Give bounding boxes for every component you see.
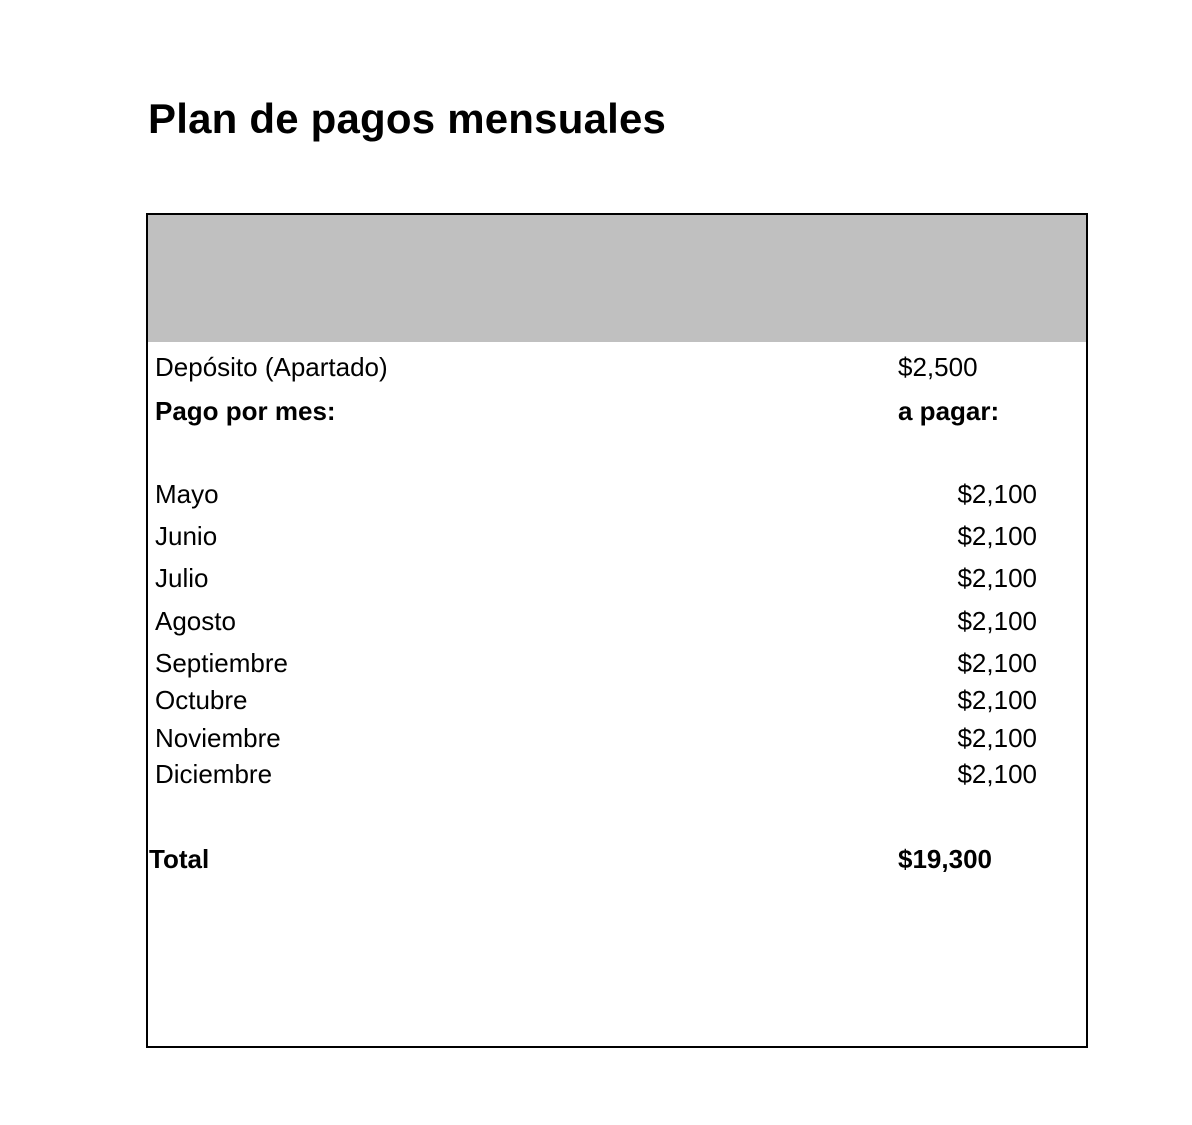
payment-amount: $2,100 bbox=[957, 723, 1037, 753]
amount-column-header: a pagar: bbox=[898, 396, 1000, 426]
deposit-label: Depósito (Apartado) bbox=[155, 352, 388, 382]
deposit-value: $2,500 bbox=[898, 352, 978, 382]
payment-schedule-table bbox=[146, 213, 1088, 1048]
payment-amount: $2,100 bbox=[957, 648, 1037, 678]
header-band bbox=[148, 215, 1086, 342]
payment-month: Julio bbox=[155, 563, 209, 593]
payment-month: Agosto bbox=[155, 606, 236, 636]
payment-amount: $2,100 bbox=[957, 685, 1037, 715]
total-value: $19,300 bbox=[898, 844, 992, 874]
payment-month: Octubre bbox=[155, 685, 248, 715]
month-column-header: Pago por mes: bbox=[155, 396, 336, 426]
payment-month: Junio bbox=[155, 521, 218, 551]
payment-month: Mayo bbox=[155, 479, 219, 509]
payment-month: Noviembre bbox=[155, 723, 281, 753]
payment-amount: $2,100 bbox=[957, 563, 1037, 593]
payment-amount: $2,100 bbox=[957, 521, 1037, 551]
payment-month: Diciembre bbox=[155, 759, 273, 789]
payment-amount: $2,100 bbox=[957, 479, 1037, 509]
payment-month: Septiembre bbox=[155, 648, 288, 678]
page-title: Plan de pagos mensuales bbox=[148, 95, 667, 142]
payment-amount: $2,100 bbox=[957, 759, 1037, 789]
total-label: Total bbox=[149, 844, 210, 874]
payment-amount: $2,100 bbox=[957, 606, 1037, 636]
